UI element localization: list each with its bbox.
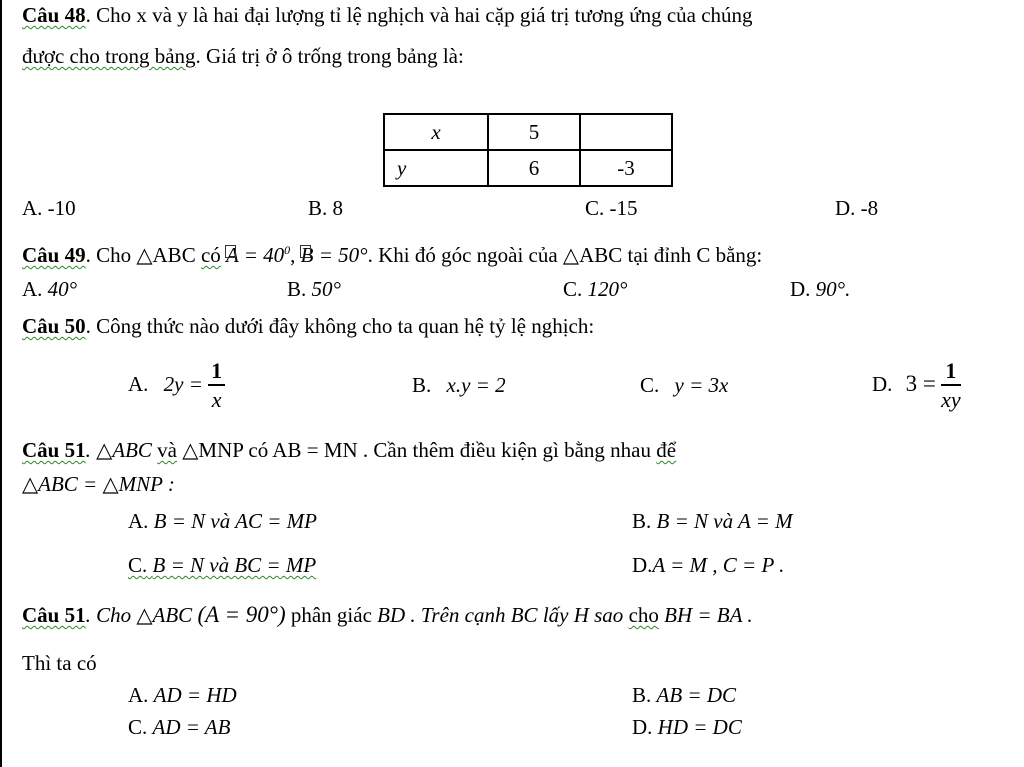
q50-option-b	[412, 372, 506, 398]
q48-line1	[22, 2, 753, 28]
table-cell: 6	[488, 150, 580, 186]
q50-option-c-letter: C.	[640, 373, 660, 397]
q51b-line2: Thì ta có	[22, 651, 97, 675]
q50-option-d-fraction	[941, 358, 961, 414]
q48-text1: . Cho x và y là hai đại lượng tỉ lệ nghịch và hai cặp giá trị tương ứng của chúng	[85, 3, 753, 27]
q51a-line2: △ABC = △MNP :	[22, 472, 175, 496]
q50-option-a-left: 2y =	[163, 372, 203, 396]
q48-text2: được cho trong bảng	[22, 44, 196, 68]
page-border	[0, 0, 2, 767]
q51b-option-a-letter: A.	[128, 683, 149, 707]
q48-option-a: A. -10	[22, 196, 76, 220]
q51b-option-b	[632, 682, 736, 708]
q51a-option-d	[632, 552, 784, 578]
q51a-option-d-value: A = M , C = P .	[652, 553, 785, 577]
q48-value-table	[383, 113, 673, 187]
q51a-option-a-value: B = N và AC = MP	[153, 509, 317, 533]
q50-label: Câu 50	[22, 314, 86, 338]
q48-option-c: C. -15	[585, 196, 638, 220]
q48-line2	[22, 43, 464, 69]
q49-angle-a	[226, 243, 290, 267]
q51b-option-b-letter: B.	[632, 683, 652, 707]
q50-option-a-letter: A.	[128, 372, 149, 396]
q49-option-b-value: 50°	[311, 277, 341, 301]
q49-option-d	[790, 276, 850, 302]
q51a-option-c-letter: C.	[128, 553, 148, 577]
q51b-option-c-letter: C.	[128, 715, 148, 739]
q51b-text3: BD . Trên cạnh BC lấy H sao	[377, 603, 624, 627]
fraction-denominator: xy	[941, 387, 961, 413]
q50-option-d-letter: D.	[872, 372, 893, 396]
q51a-option-a-letter: A.	[128, 509, 149, 533]
q50-option-a-fraction	[208, 358, 225, 414]
q49-label: Câu 49	[22, 243, 86, 267]
q49-angle-b: B = 50°	[300, 243, 368, 267]
q51a-option-a	[128, 508, 317, 534]
q51b-label: Câu 51	[22, 603, 86, 627]
q51a-text2: △MNP có AB = MN . Cần thêm điều kiện gì bằng nhau	[182, 438, 652, 462]
q50-option-d-left: 3 =	[905, 371, 936, 396]
q49-option-a	[22, 276, 77, 302]
q49-option-c	[563, 276, 627, 302]
q48-text3: . Giá trị ở ô trống trong bảng là:	[195, 44, 464, 68]
q48-label: Câu 48	[22, 3, 86, 27]
q49-option-c-value: 120°	[587, 277, 628, 301]
q49-option-b-letter: B.	[287, 277, 307, 301]
q50-line	[22, 313, 594, 339]
q51b-line1	[22, 602, 753, 628]
q51b-option-a	[128, 682, 237, 708]
table-cell: -3	[580, 150, 672, 186]
q51a-option-c-value: B = N và BC = MP	[152, 553, 317, 577]
q51a-option-b-letter: B.	[632, 509, 652, 533]
q50-option-b-value: x.y = 2	[446, 373, 506, 397]
q48-option-b: B. 8	[308, 196, 344, 220]
q51b-text1: . Cho △ABC	[85, 603, 193, 627]
table-cell: y	[384, 150, 488, 186]
q51a-option-b-value: B = N và A = M	[656, 509, 793, 533]
q50-option-d	[872, 356, 961, 416]
q49-angle-a-text: A = 40	[226, 243, 285, 267]
q51b-option-c	[128, 714, 230, 740]
q49-option-b	[287, 276, 341, 302]
fraction-numerator: 1	[208, 358, 225, 386]
q49-text2: . Khi đó góc ngoài của △ABC tại đỉnh C bằng:	[367, 243, 763, 267]
q51b-option-a-value: AD = HD	[153, 683, 237, 707]
q49-text-co: có	[200, 243, 221, 267]
q49-text1: . Cho △ABC	[85, 243, 196, 267]
table-row	[384, 114, 672, 150]
q49-option-c-letter: C.	[563, 277, 583, 301]
q51a-line1	[22, 437, 676, 463]
q51a-label: Câu 51	[22, 438, 86, 462]
q48-option-d: D. -8	[835, 196, 879, 220]
q51b-text2: phân giác	[290, 603, 372, 627]
q51b-option-d-value: HD = DC	[657, 715, 742, 739]
q49-angle-a-sup: 0	[284, 243, 291, 257]
table-cell-empty	[580, 114, 672, 150]
q50-option-c	[640, 372, 728, 398]
fraction-denominator: x	[211, 387, 222, 413]
table-cell: 5	[488, 114, 580, 150]
q49-option-a-value: 40°	[47, 277, 78, 301]
q51a-option-d-letter: D.	[632, 553, 653, 577]
q49-line: Câu 49. Cho △ABC có $A = 40^0$, B = 50°. Khi đó góc ngoài của △ABC tại đỉnh C bằng:	[22, 243, 763, 267]
q51a-text1: . △ABC	[85, 438, 152, 462]
q49-option-a-letter: A.	[22, 277, 43, 301]
q50-text: . Công thức nào dưới đây không cho ta quan hệ tỷ lệ nghịch:	[85, 314, 595, 338]
table-cell: x	[384, 114, 488, 150]
q51b-text-cho: cho	[628, 603, 659, 627]
q50-option-b-letter: B.	[412, 373, 432, 397]
q50-option-a	[128, 356, 225, 416]
q51a-text-de: để	[656, 438, 677, 462]
q51b-option-c-value: AD = AB	[152, 715, 231, 739]
q51b-option-d-letter: D.	[632, 715, 653, 739]
table-row	[384, 150, 672, 186]
q50-option-c-value: y = 3x	[674, 373, 729, 397]
q51b-option-b-value: AB = DC	[656, 683, 737, 707]
fraction-numerator: 1	[941, 358, 961, 386]
q51a-option-c	[128, 552, 316, 578]
q51a-text-va: và	[157, 438, 177, 462]
q51a-option-b	[632, 508, 793, 534]
q49-option-d-value: 90°.	[815, 277, 851, 301]
q49-option-d-letter: D.	[790, 277, 811, 301]
q51b-text4: BH = BA .	[664, 603, 753, 627]
q51b-option-d	[632, 714, 742, 740]
q51b-paren: (A = 90°)	[197, 602, 286, 627]
